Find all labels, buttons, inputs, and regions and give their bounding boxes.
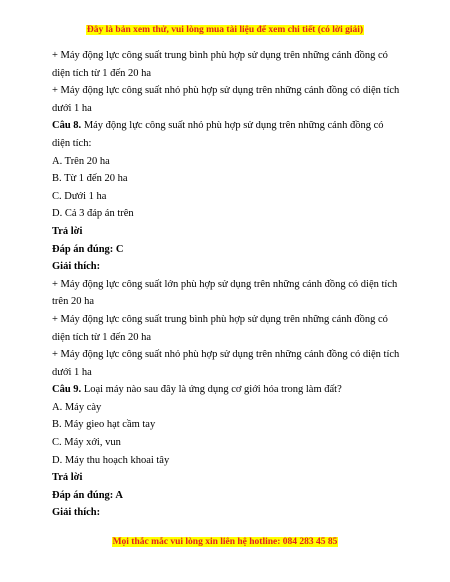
question-label: Câu 9. bbox=[52, 384, 82, 396]
answer-heading: Trả lời bbox=[52, 472, 83, 484]
explanation-line: + Máy động lực công suất lớn phù hợp sử dụng trên những cánh đồng có diện tích trên 20 ha bbox=[52, 278, 398, 308]
intro-line: + Máy động lực công suất nhỏ phù hợp sử dụng trên những cánh đồng có diện tích dưới 1 ha bbox=[52, 85, 400, 114]
correct-answer: Đáp án đúng: C bbox=[52, 243, 124, 255]
explanation-line: + Máy động lực công suất trung bình phù hợp sử dụng trên những cánh đồng có diện tích từ 1 đến 20 ha bbox=[52, 313, 388, 343]
question-text: Loại máy nào sau đây là ứng dụng cơ giới hóa trong làm đất? bbox=[81, 384, 342, 396]
question-9 bbox=[52, 381, 400, 399]
answer-heading: Trả lời bbox=[52, 225, 83, 237]
explanation-line: + Máy động lực công suất nhỏ phù hợp sử dụng trên những cánh đồng có diện tích dưới 1 ha bbox=[52, 349, 400, 378]
question-text: Máy động lực công suất nhỏ phù hợp sử dụng trên những cánh đồng có diện tích: bbox=[52, 120, 384, 149]
question-8 bbox=[52, 117, 400, 152]
correct-answer: Đáp án đúng: A bbox=[52, 489, 123, 501]
option-b: B. Từ 1 đến 20 ha bbox=[52, 173, 128, 185]
question-label: Câu 8. bbox=[52, 120, 82, 132]
option-c: C. Máy xới, vun bbox=[52, 437, 121, 449]
explanation-heading: Giải thích: bbox=[52, 507, 101, 519]
option-d: D. Cả 3 đáp án trên bbox=[52, 208, 134, 220]
preview-notice-text: Đây là bản xem thử, vui lòng mua tài liệu để xem chi tiết (có lời giải) bbox=[86, 25, 364, 35]
hotline-banner bbox=[0, 536, 450, 548]
document-body bbox=[52, 47, 400, 522]
explanation-heading: Giải thích: bbox=[52, 261, 101, 273]
option-a: A. Trên 20 ha bbox=[52, 155, 110, 167]
intro-line: + Máy động lực công suất trung bình phù hợp sử dụng trên những cánh đồng có diện tích từ 1 đến 20 ha bbox=[52, 50, 388, 79]
hotline-text: Mọi thắc mắc vui lòng xin liên hệ hotline: 084 283 45 85 bbox=[112, 537, 338, 547]
preview-notice-banner bbox=[0, 24, 450, 36]
option-b: B. Máy gieo hạt cầm tay bbox=[52, 419, 156, 431]
option-c: C. Dưới 1 ha bbox=[52, 190, 107, 202]
option-a: A. Máy cày bbox=[52, 401, 102, 413]
option-d: D. Máy thu hoạch khoai tây bbox=[52, 454, 170, 466]
